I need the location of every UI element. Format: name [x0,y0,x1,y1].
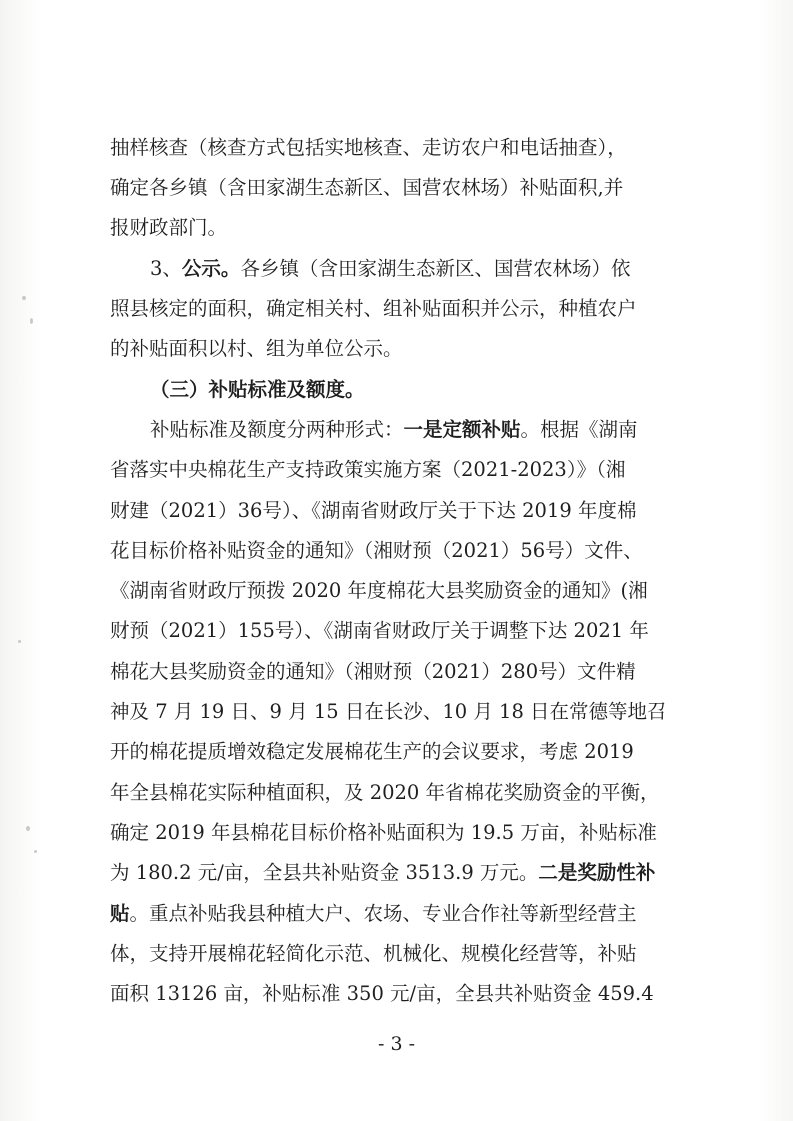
text-line [150,410,670,450]
section-heading [150,370,670,410]
text-line [110,208,670,248]
text-segment: 的补贴面积以村、组为单位公示。 [110,337,403,360]
text-segment: 体，支持开展棉花轻简化示范、机械化、规模化经营等，补贴 [110,942,637,965]
text-line [110,692,670,732]
list-number: 3、 [150,257,182,280]
text-line [110,894,670,934]
text-line [110,853,670,893]
scan-speck [22,296,26,300]
scan-speck [34,850,37,853]
page-number: - 3 - [377,1033,415,1055]
text-line [150,249,670,289]
text-segment: 开的棉花提质增效稳定发展棉花生产的会议要求，考虑 2019 [110,740,634,763]
scan-speck [26,826,30,831]
text-line [110,611,670,651]
scan-speck [18,640,21,643]
text-line [110,571,670,611]
text-segment: 。重点补贴我县种植大户、农场、专业合作社等新型经营主 [129,902,637,925]
text-line [110,732,670,772]
section-heading-text: （三）补贴标准及额度。 [150,378,365,401]
text-line [110,450,670,490]
text-line [110,491,670,531]
text-segment: 抽样核查（核查方式包括实地核查、走访农户和电话抽查）， [110,136,627,159]
bold-lead: 一是定额补贴 [403,418,521,441]
text-segment: 年全县棉花实际种植面积，及 2020 年省棉花奖励资金的平衡， [110,781,660,804]
text-line [110,813,670,853]
text-segment: 《湖南省财政厅预拨 2020 年度棉花大县奖励资金的通知》(湘 [110,579,648,602]
text-segment: 神及 7 月 19 日、9 月 15 日在长沙、10 月 18 日在常德等地召 [110,700,667,723]
text-line [110,128,670,168]
text-line [110,934,670,974]
text-segment: 各乡镇（含田家湖生态新区、国营农林场）依 [240,257,631,280]
text-segment: 确定各乡镇（含田家湖生态新区、国营农林场）补贴面积,并 [110,176,624,199]
text-line [110,773,670,813]
text-segment: 花目标价格补贴资金的通知》（湘财预（2021）56号）文件、 [110,539,643,562]
text-segment: 财预（2021）155号）、《湖南省财政厅关于调整下达 2021 年 [110,619,649,642]
text-line [110,652,670,692]
text-line [110,329,670,369]
bold-lead: 公示。 [181,257,241,280]
text-segment: 照县核定的面积，确定相关村、组补贴面积并公示，种植农户 [110,297,637,320]
text-segment: 面积 13126 亩，补贴标准 350 元/亩，全县共补贴资金 459.4 [110,982,654,1005]
text-line [110,531,670,571]
text-segment: 财建（2021）36号）、《湖南省财政厅关于下达 2019 年度棉 [110,499,637,522]
text-segment: 省落实中央棉花生产支持政策实施方案（2021-2023）》（湘 [110,458,626,481]
bold-lead: 二是奖励性补 [538,861,656,884]
scan-speck [30,318,33,324]
text-segment: 确定 2019 年县棉花目标价格补贴面积为 19.5 万亩，补贴标准 [110,821,657,844]
text-segment: 棉花大县奖励资金的通知》（湘财预（2021）280号）文件精 [110,660,636,683]
text-line [110,168,670,208]
text-segment: 为 180.2 元/亩，全县共补贴资金 3513.9 万元。 [110,861,539,884]
text-line [110,974,670,1014]
text-segment: 。根据《湖南 [520,418,638,441]
text-segment: 补贴标准及额度分两种形式： [150,418,404,441]
bold-lead: 贴 [110,902,130,925]
text-segment: 报财政部门。 [110,216,228,239]
text-line [110,289,670,329]
